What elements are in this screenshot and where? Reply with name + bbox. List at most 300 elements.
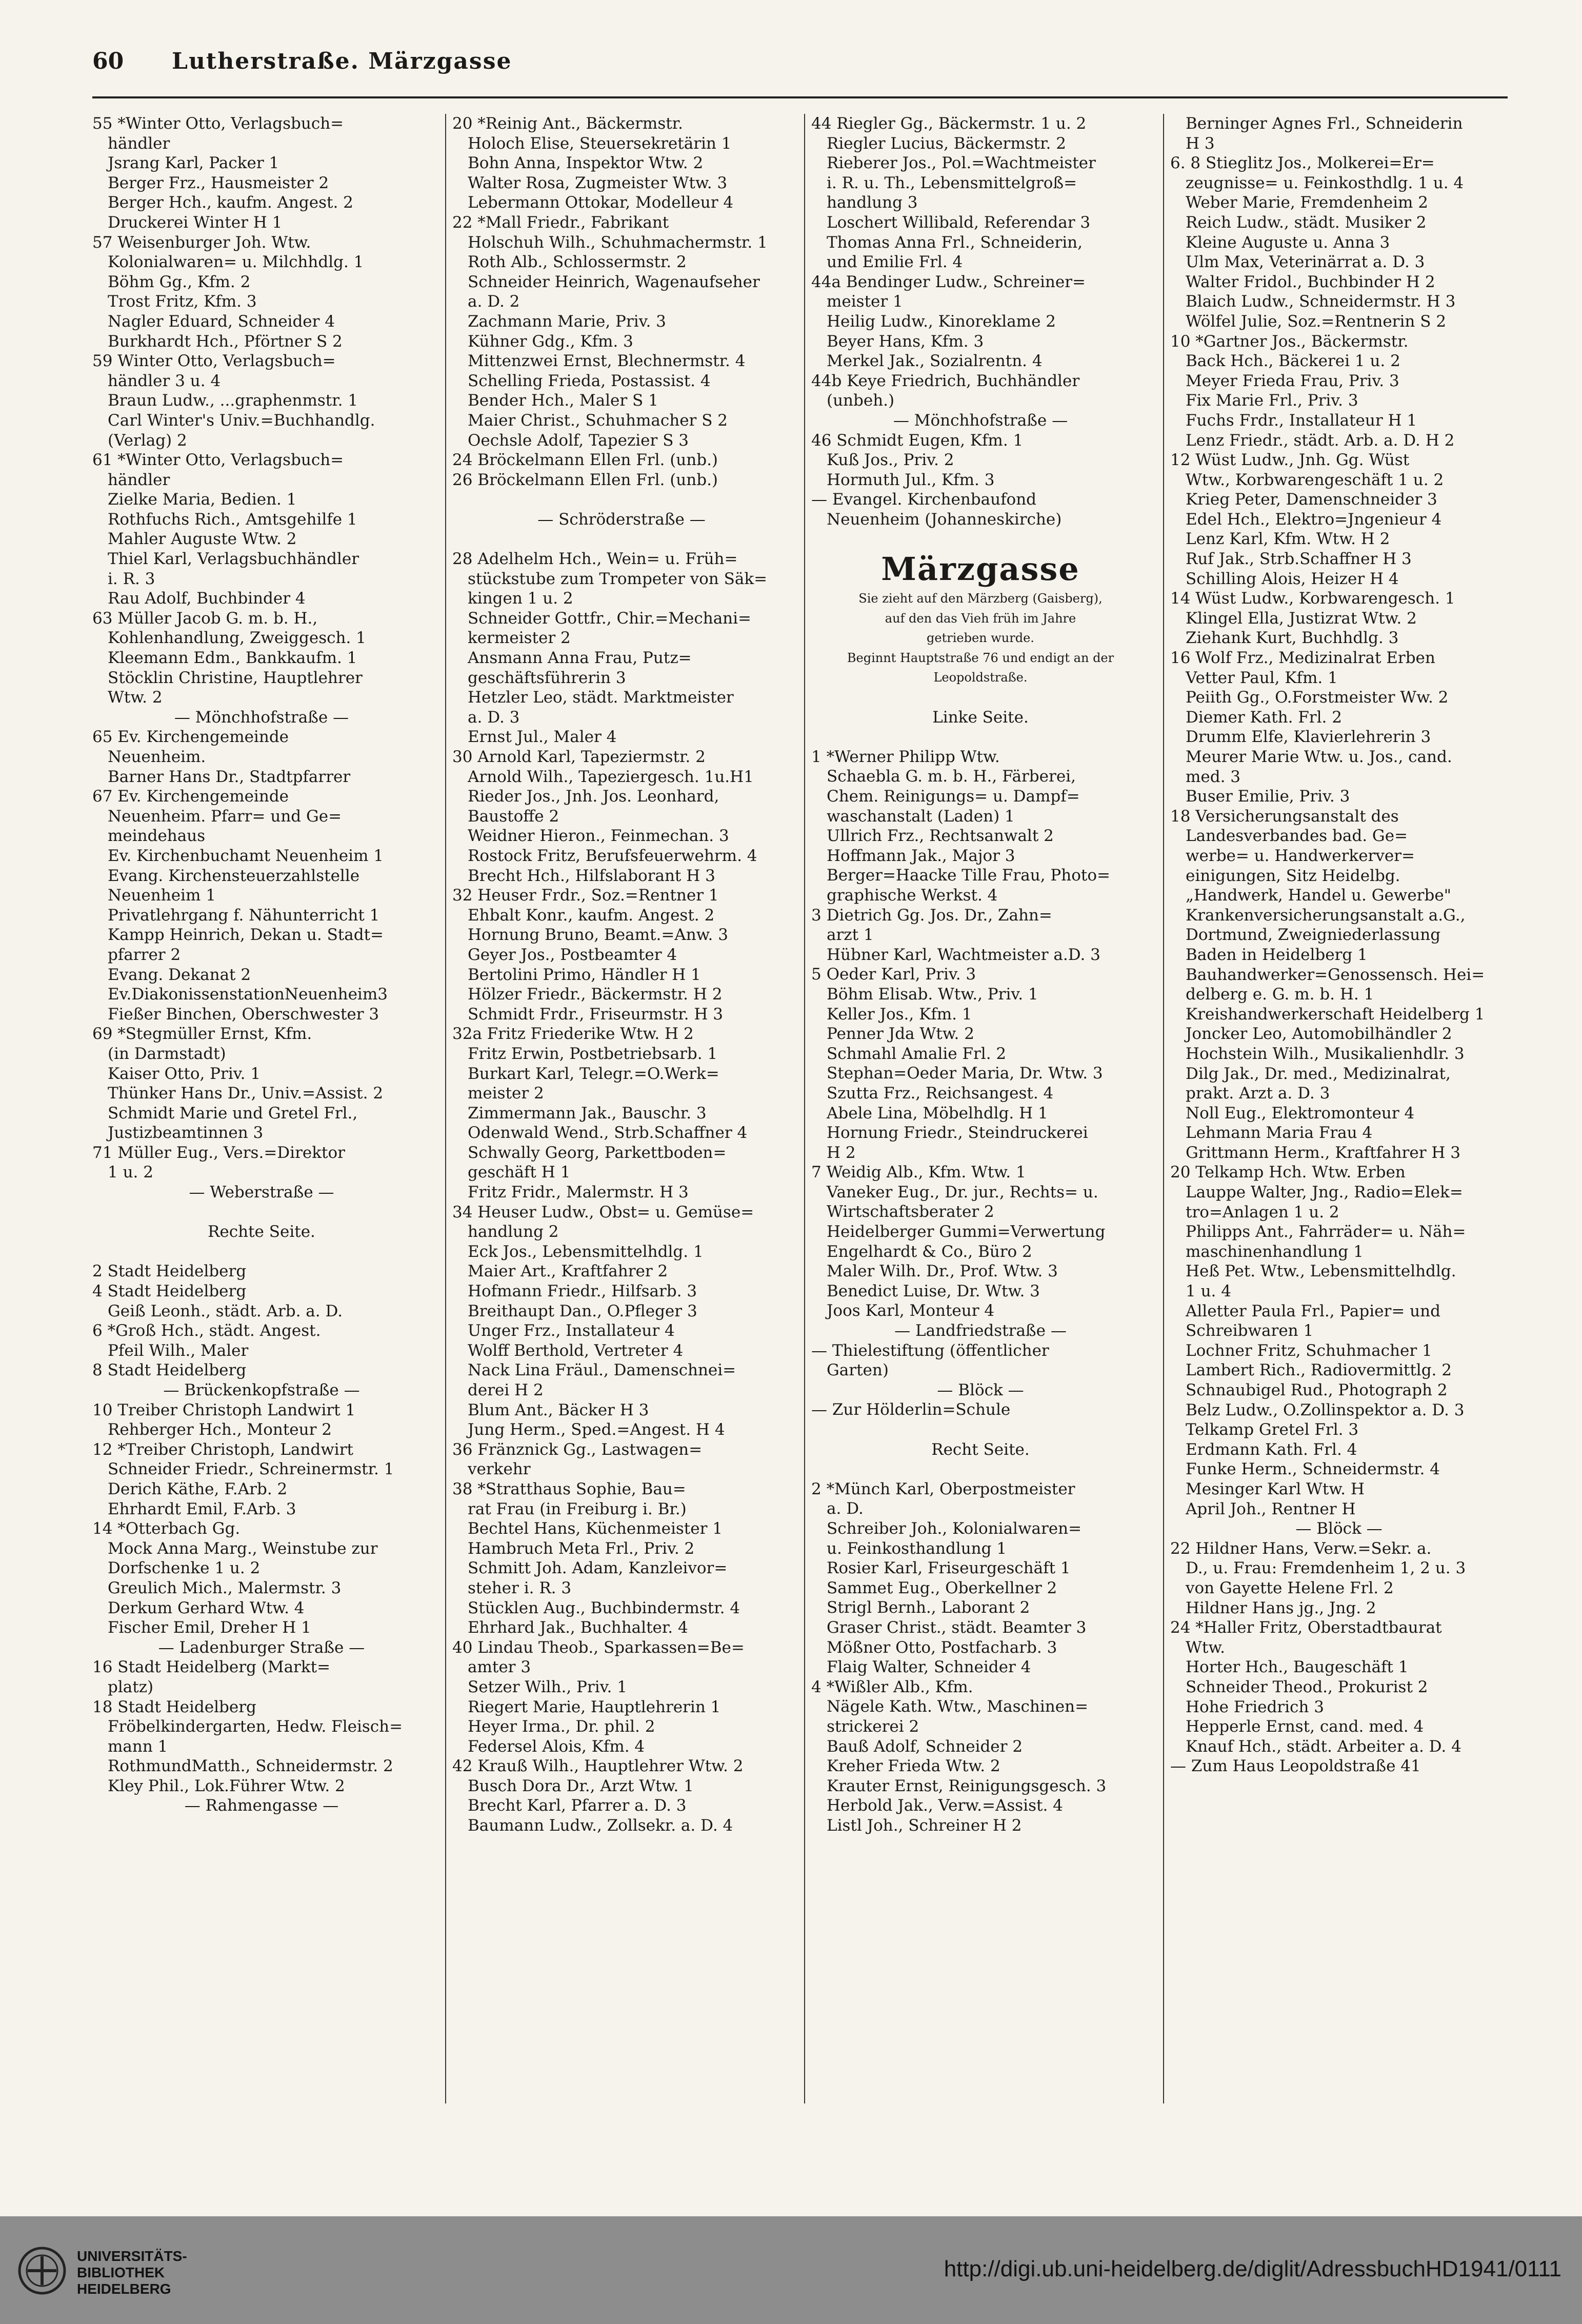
university-seal-icon <box>17 2246 67 2295</box>
directory-entry-line: Herbold Jak., Verw.=Assist. 4 <box>827 1796 1063 1815</box>
directory-entry-line: Ziehank Kurt, Buchhdlg. 3 <box>1186 629 1399 648</box>
directory-entry-line: — Evangel. Kirchenbaufond <box>811 490 1037 509</box>
directory-entry-line: Schilling Alois, Heizer H 4 <box>1186 569 1399 588</box>
directory-entry-line: Mock Anna Marg., Weinstube zur <box>108 1539 378 1558</box>
directory-entry-line: 14 *Otterbach Gg. <box>92 1519 241 1538</box>
directory-entry-line: Kohlenhandlung, Zweiggesch. 1 <box>108 629 366 648</box>
directory-entry-line: Lochner Fritz, Schuhmacher 1 <box>1186 1341 1432 1360</box>
directory-entry-line: Hornung Friedr., Steindruckerei <box>827 1124 1088 1143</box>
directory-entry-line: Ulm Max, Veterinärrat a. D. 3 <box>1186 253 1425 272</box>
directory-entry-line: Beyer Hans, Kfm. 3 <box>827 332 984 351</box>
directory-entry-line: Lambert Rich., Radiovermittlg. 2 <box>1186 1361 1452 1380</box>
directory-entry-line: Brecht Karl, Pfarrer a. D. 3 <box>468 1796 687 1815</box>
directory-entry-line: Kampp Heinrich, Dekan u. Stadt= <box>108 926 384 945</box>
directory-entry-line: Odenwald Wend., Strb.Schaffner 4 <box>468 1124 748 1143</box>
directory-entry-line: Alletter Paula Frl., Papier= und <box>1186 1301 1440 1320</box>
directory-entry-line: Hildner Hans jg., Jng. 2 <box>1186 1598 1376 1617</box>
column-separator <box>445 114 446 2103</box>
directory-entry-line: Joos Karl, Monteur 4 <box>827 1301 995 1320</box>
directory-entry-line: handlung 2 <box>468 1223 559 1241</box>
directory-entry-line: Jsrang Karl, Packer 1 <box>108 154 279 173</box>
directory-entry-line: 20 *Reinig Ant., Bäckermstr. <box>452 114 683 133</box>
directory-entry-line: derei H 2 <box>468 1381 544 1399</box>
directory-entry-line: Mößner Otto, Postfacharb. 3 <box>827 1638 1057 1657</box>
directory-entry-line: Bauhandwerker=Genossensch. Hei= <box>1186 965 1485 984</box>
directory-entry-line: Hambruch Meta Frl., Priv. 2 <box>468 1539 695 1558</box>
directory-entry-line: Penner Jda Wtw. 2 <box>827 1025 974 1044</box>
directory-entry-line: Dorfschenke 1 u. 2 <box>108 1559 261 1578</box>
directory-entry-line: Graser Christ., städt. Beamter 3 <box>827 1618 1087 1637</box>
directory-entry-line: 67 Ev. Kirchengemeinde <box>92 787 289 806</box>
directory-entry-line: Rau Adolf, Buchbinder 4 <box>108 589 306 608</box>
directory-entry-line: Mahler Auguste Wtw. 2 <box>108 530 297 549</box>
directory-entry-line: — Blöck — <box>937 1380 1024 1399</box>
directory-entry-line: Listl Joh., Schreiner H 2 <box>827 1816 1022 1835</box>
directory-entry-line: Recht Seite. <box>931 1440 1030 1459</box>
directory-entry-line: 18 Stadt Heidelberg <box>92 1697 256 1716</box>
directory-entry-line: 14 Wüst Ludw., Korbwarengesch. 1 <box>1170 589 1455 608</box>
directory-entry-line: 61 *Winter Otto, Verlagsbuch= <box>92 451 344 470</box>
directory-entry-line: Belz Ludw., O.Zollinspektor a. D. 3 <box>1186 1400 1465 1419</box>
directory-entry-line: — Thielestiftung (öffentlicher <box>811 1341 1049 1360</box>
directory-entry-line: Merkel Jak., Sozialrentn. 4 <box>827 352 1043 371</box>
directory-entry-line: Ehrhardt Emil, F.Arb. 3 <box>108 1499 296 1518</box>
directory-entry-line: und Emilie Frl. 4 <box>827 253 963 272</box>
directory-entry-line: von Gayette Helene Frl. 2 <box>1186 1578 1394 1597</box>
directory-entry-line: Kolonialwaren= u. Milchhdlg. 1 <box>108 253 364 272</box>
directory-entry-line: Philipps Ant., Fahrräder= u. Näh= <box>1186 1223 1466 1241</box>
directory-entry-line <box>811 1459 1150 1479</box>
directory-entry-line: Setzer Wilh., Priv. 1 <box>468 1677 627 1696</box>
directory-entry-line: Evang. Kirchensteuerzahlstelle <box>108 866 360 885</box>
directory-entry-line: 44a Bendinger Ludw., Schreiner= <box>811 272 1086 291</box>
directory-entry-line: Neuenheim. Pfarr= und Ge= <box>108 807 342 826</box>
directory-entry-line: Klingel Ella, Justizrat Wtw. 2 <box>1186 609 1417 628</box>
directory-entry-line: Horter Hch., Baugeschäft 1 <box>1186 1658 1409 1677</box>
directory-entry-line: Hornung Bruno, Beamt.=Anw. 3 <box>468 926 728 945</box>
directory-entry-line: Hübner Karl, Wachtmeister a.D. 3 <box>827 945 1100 964</box>
directory-entry-line: 63 Müller Jacob G. m. b. H., <box>92 609 318 628</box>
directory-entry-line: 5 Oeder Karl, Priv. 3 <box>811 965 976 984</box>
directory-entry-line: Busch Dora Dr., Arzt Wtw. 1 <box>468 1776 694 1795</box>
directory-entry-line: Rechte Seite. <box>208 1223 315 1241</box>
directory-entry-line: zeugnisse= u. Feinkosthdlg. 1 u. 4 <box>1186 173 1464 192</box>
directory-columns <box>92 114 1508 2103</box>
directory-entry-line: Carl Winter's Univ.=Buchhandlg. <box>108 411 375 430</box>
directory-entry-line: Ansmann Anna Frau, Putz= <box>468 649 692 668</box>
directory-entry-line: Schaebla G. m. b. H., Färberei, <box>827 767 1076 786</box>
directory-entry-line: Dilg Jak., Dr. med., Medizinalrat, <box>1186 1064 1451 1083</box>
directory-entry-line: 12 *Treiber Christoph, Landwirt <box>92 1440 353 1459</box>
directory-entry-line: Kleemann Edm., Bankkaufm. 1 <box>108 649 357 668</box>
directory-entry-line: Ehbalt Konr., kaufm. Angest. 2 <box>468 906 715 925</box>
directory-entry-line: arzt 1 <box>827 926 874 945</box>
directory-entry-line <box>452 529 791 549</box>
directory-entry-line: Schreibwaren 1 <box>1186 1321 1314 1340</box>
directory-entry-line: Nagler Eduard, Schneider 4 <box>108 312 335 331</box>
directory-entry-line: (Verlag) 2 <box>108 431 187 450</box>
directory-entry-line: geschäft H 1 <box>468 1163 571 1182</box>
directory-entry-line: Lenz Karl, Kfm. Wtw. H 2 <box>1186 530 1390 549</box>
directory-entry-line: 22 *Mall Friedr., Fabrikant <box>452 213 669 232</box>
directory-entry-line: Wölfel Julie, Soz.=Rentnerin S 2 <box>1186 312 1447 331</box>
directory-entry-line: 38 *Stratthaus Sophie, Bau= <box>452 1479 686 1498</box>
directory-entry-line: Berger=Haacke Tille Frau, Photo= <box>827 866 1110 885</box>
directory-entry-line: Weber Marie, Fremdenheim 2 <box>1186 193 1428 212</box>
directory-entry-line: Hepperle Ernst, cand. med. 4 <box>1186 1717 1424 1736</box>
directory-entry-line: Thünker Hans Dr., Univ.=Assist. 2 <box>108 1084 384 1103</box>
directory-entry-line: 16 Stadt Heidelberg (Markt= <box>92 1658 331 1677</box>
directory-entry-line: Peiith Gg., O.Forstmeister Ww. 2 <box>1186 688 1449 707</box>
directory-entry-line: — Mönchhofstraße — <box>893 411 1068 430</box>
directory-entry-line <box>452 490 791 510</box>
directory-entry-line: mann 1 <box>108 1737 168 1756</box>
directory-entry-line: 71 Müller Eug., Vers.=Direktor <box>92 1143 345 1162</box>
directory-entry-line: Beginnt Hauptstraße 76 und endigt an der <box>847 650 1114 665</box>
directory-entry-line: Schneider Friedr., Schreinermstr. 1 <box>108 1460 394 1479</box>
directory-entry-line: Fuchs Frdr., Installateur H 1 <box>1186 411 1417 430</box>
directory-entry-line: 12 Wüst Ludw., Jnh. Gg. Wüst <box>1170 451 1410 470</box>
directory-entry-line: meister 1 <box>827 292 903 311</box>
directory-entry-line: Stöcklin Christine, Hauptlehrer <box>108 668 363 687</box>
directory-entry-line: D., u. Frau: Fremdenheim 1, 2 u. 3 <box>1186 1559 1466 1578</box>
directory-entry-line: Schmidt Marie und Gretel Frl., <box>108 1104 358 1123</box>
directory-entry-line: Hetzler Leo, städt. Marktmeister <box>468 688 734 707</box>
directory-entry-line: Wtw., Korbwarengeschäft 1 u. 2 <box>1186 470 1444 489</box>
directory-entry-line: Lehmann Maria Frau 4 <box>1186 1124 1373 1143</box>
directory-entry-line: prakt. Arzt a. D. 3 <box>1186 1084 1330 1103</box>
directory-entry-line: Derkum Gerhard Wtw. 4 <box>108 1598 305 1617</box>
directory-entry-line: Riegler Lucius, Bäckermstr. 2 <box>827 134 1066 153</box>
directory-entry-line: Stephan=Oeder Maria, Dr. Wtw. 3 <box>827 1064 1103 1083</box>
directory-entry-line: Keller Jos., Kfm. 1 <box>827 1005 972 1024</box>
directory-entry-line: April Joh., Rentner H <box>1186 1499 1356 1518</box>
directory-entry-line: Stücklen Aug., Buchbindermstr. 4 <box>468 1598 740 1617</box>
directory-entry-line: — Rahmengasse — <box>184 1796 339 1815</box>
directory-entry-line: Hochstein Wilh., Musikalienhdlr. 3 <box>1186 1044 1465 1063</box>
directory-entry-line: Rosier Karl, Friseurgeschäft 1 <box>827 1559 1071 1578</box>
directory-entry-line: Loschert Willibald, Referendar 3 <box>827 213 1091 232</box>
directory-entry-line: Federsel Alois, Kfm. 4 <box>468 1737 645 1756</box>
directory-entry-line: Unger Frz., Installateur 4 <box>468 1321 675 1340</box>
directory-entry-line: a. D. 2 <box>468 292 520 311</box>
directory-entry-line: Lebermann Ottokar, Modelleur 4 <box>468 193 734 212</box>
directory-entry-line: Wtw. <box>1186 1638 1226 1657</box>
directory-entry-line: 1 *Werner Philipp Wtw. <box>811 747 1000 766</box>
directory-entry-line: 24 *Haller Fritz, Oberstadtbaurat <box>1170 1618 1442 1637</box>
directory-entry-line: 34 Heuser Ludw., Obst= u. Gemüse= <box>452 1203 754 1221</box>
directory-entry-line: Greulich Mich., Malermstr. 3 <box>108 1578 342 1597</box>
source-link[interactable]: http://digi.ub.uni-heidelberg.de/diglit/AdressbuchHD1941/0111 <box>944 2256 1561 2281</box>
directory-entry-line: 3 Dietrich Gg. Jos. Dr., Zahn= <box>811 906 1052 925</box>
directory-entry-line: Neuenheim (Johanneskirche) <box>827 510 1062 529</box>
directory-entry-line: Brecht Hch., Hilfslaborant H 3 <box>468 866 715 885</box>
directory-entry-line: 42 Krauß Wilh., Hauptlehrer Wtw. 2 <box>452 1757 744 1776</box>
directory-entry-line: Barner Hans Dr., Stadtpfarrer <box>108 767 351 786</box>
directory-entry-line: Schneider Gottfr., Chir.=Mechani= <box>468 609 752 628</box>
directory-entry-line: Knauf Hch., städt. Arbeiter a. D. 4 <box>1186 1737 1461 1756</box>
directory-entry-line: Neuenheim. <box>108 748 206 766</box>
directory-entry-line: Kreishandwerkerschaft Heidelberg 1 <box>1186 1005 1485 1024</box>
directory-entry-line: 69 *Stegmüller Ernst, Kfm. <box>92 1025 312 1044</box>
directory-entry-line: Heilig Ludw., Kinoreklame 2 <box>827 312 1056 331</box>
directory-entry-line: Meyer Frieda Frau, Priv. 3 <box>1186 371 1399 390</box>
directory-entry-line: Flaig Walter, Schneider 4 <box>827 1658 1031 1677</box>
directory-entry-line: Leopoldstraße. <box>933 670 1028 685</box>
directory-entry-line: Kühner Gdg., Kfm. 3 <box>468 332 633 351</box>
directory-entry-line: Justizbeamtinnen 3 <box>108 1124 264 1143</box>
directory-entry-line: steher i. R. 3 <box>468 1578 572 1597</box>
directory-entry-line: Ernst Jul., Maler 4 <box>468 728 617 747</box>
directory-entry-line <box>811 688 1150 708</box>
directory-entry-line: Ruf Jak., Strb.Schaffner H 3 <box>1186 550 1412 569</box>
directory-entry-line: Evang. Dekanat 2 <box>108 965 251 984</box>
directory-entry-line: Pfeil Wilh., Maler <box>108 1341 249 1360</box>
directory-entry-line: Riegert Marie, Hauptlehrerin 1 <box>468 1697 721 1716</box>
directory-entry-line: H 3 <box>1186 134 1215 153</box>
directory-entry-line: Reich Ludw., städt. Musiker 2 <box>1186 213 1427 232</box>
directory-entry-line: Derich Käthe, F.Arb. 2 <box>108 1479 288 1498</box>
directory-entry-line: 20 Telkamp Hch. Wtw. Erben <box>1170 1163 1406 1182</box>
directory-entry-line: 32a Fritz Friederike Wtw. H 2 <box>452 1025 694 1044</box>
directory-entry-line: Mesinger Karl Wtw. H <box>1186 1479 1365 1498</box>
directory-entry-line: Nägele Kath. Wtw., Maschinen= <box>827 1697 1089 1716</box>
directory-entry-line: a. D. <box>827 1499 864 1518</box>
directory-entry-line: Privatlehrgang f. Nähunterricht 1 <box>108 906 380 925</box>
directory-entry-line: Rothfuchs Rich., Amtsgehilfe 1 <box>108 510 357 529</box>
directory-entry-line: 4 Stadt Heidelberg <box>92 1282 247 1301</box>
directory-entry-line: Bertolini Primo, Händler H 1 <box>468 965 701 984</box>
directory-entry-line: Rehberger Hch., Monteur 2 <box>108 1420 332 1439</box>
directory-entry-line: delberg e. G. m. b. H. 1 <box>1186 985 1374 1004</box>
directory-entry-line: 4 *Wißler Alb., Kfm. <box>811 1677 973 1696</box>
directory-entry-line: Schwally Georg, Parkettboden= <box>468 1143 727 1162</box>
directory-entry-line <box>92 1242 431 1262</box>
directory-entry-line: RothmundMatth., Schneidermstr. 2 <box>108 1757 393 1776</box>
directory-entry-line: Holschuh Wilh., Schuhmachermstr. 1 <box>468 233 768 252</box>
directory-entry-line: Ev. Kirchenbuchamt Neuenheim 1 <box>108 846 384 865</box>
directory-entry-line: Heyer Irma., Dr. phil. 2 <box>468 1717 655 1736</box>
directory-entry-line: Maier Art., Kraftfahrer 2 <box>468 1262 668 1281</box>
directory-entry-line: 10 Treiber Christoph Landwirt 1 <box>92 1400 356 1419</box>
column-1 <box>92 114 431 2103</box>
directory-entry-line: strickerei 2 <box>827 1717 919 1736</box>
directory-entry-line: Hohe Friedrich 3 <box>1186 1697 1324 1716</box>
directory-entry-line: Nack Lina Fräul., Damenschnei= <box>468 1361 736 1380</box>
directory-entry-line: Drumm Elfe, Klavierlehrerin 3 <box>1186 728 1431 747</box>
directory-entry-line: Fischer Emil, Dreher H 1 <box>108 1618 311 1637</box>
directory-entry-line: i. R. 3 <box>108 569 155 588</box>
directory-entry-line: Garten) <box>827 1361 889 1380</box>
directory-entry-line: graphische Werkst. 4 <box>827 886 998 905</box>
directory-entry-line: tro=Anlagen 1 u. 2 <box>1186 1203 1339 1221</box>
directory-entry-line: Ehrhard Jak., Buchhalter. 4 <box>468 1618 688 1637</box>
directory-entry-line: Schreiber Joh., Kolonialwaren= <box>827 1519 1082 1538</box>
directory-entry-line: Geiß Leonh., städt. Arb. a. D. <box>108 1301 343 1320</box>
directory-entry-line: — Zur Hölderlin=Schule <box>811 1400 1011 1419</box>
page-header <box>92 43 1508 84</box>
page-title: Lutherstraße. Märzgasse <box>172 48 512 74</box>
directory-entry-line: Fießer Binchen, Oberschwester 3 <box>108 1005 379 1024</box>
directory-entry-line: Diemer Kath. Frl. 2 <box>1186 708 1342 727</box>
directory-entry-line: Roth Alb., Schlossermstr. 2 <box>468 253 687 272</box>
directory-entry-line: Meurer Marie Wtw. u. Jos., cand. <box>1186 748 1452 766</box>
directory-entry-line: 8 Stadt Heidelberg <box>92 1361 247 1380</box>
directory-entry-line: Noll Eug., Elektromonteur 4 <box>1186 1104 1415 1123</box>
directory-entry-line: i. R. u. Th., Lebensmittelgroß= <box>827 173 1077 192</box>
page-number: 60 <box>92 48 124 74</box>
institution-line: BIBLIOTHEK <box>77 2265 165 2280</box>
directory-entry-line: Funke Herm., Schneidermstr. 4 <box>1186 1460 1440 1479</box>
directory-entry-line: Abele Lina, Möbelhdlg. H 1 <box>827 1104 1048 1123</box>
directory-entry-line: u. Feinkosthandlung 1 <box>827 1539 1007 1558</box>
directory-entry-line: 32 Heuser Frdr., Soz.=Rentner 1 <box>452 886 719 905</box>
directory-entry-line: 24 Bröckelmann Ellen Frl. (unb.) <box>452 451 718 470</box>
directory-entry-line: handlung 3 <box>827 193 918 212</box>
directory-entry-line: Breithaupt Dan., O.Pfleger 3 <box>468 1301 697 1320</box>
directory-entry-line: Neuenheim 1 <box>108 886 216 905</box>
directory-entry-line: Linke Seite. <box>932 708 1029 727</box>
directory-entry-line: 46 Schmidt Eugen, Kfm. 1 <box>811 431 1024 450</box>
directory-entry-line: Back Hch., Bäckerei 1 u. 2 <box>1186 352 1400 371</box>
directory-entry-line: 2 *Münch Karl, Oberpostmeister <box>811 1479 1075 1498</box>
institution-name <box>77 2248 187 2297</box>
directory-entry-line: Strigl Bernh., Laborant 2 <box>827 1598 1030 1617</box>
directory-entry-line: 28 Adelhelm Hch., Wein= u. Früh= <box>452 550 738 569</box>
directory-entry-line: geschäftsführerin 3 <box>468 668 626 687</box>
footer-bar <box>0 2216 1582 2324</box>
directory-entry-line: Thiel Karl, Verlagsbuchhändler <box>108 550 359 569</box>
directory-entry-line: Hormuth Jul., Kfm. 3 <box>827 470 995 489</box>
directory-entry-line: Schmitt Joh. Adam, Kanzleivor= <box>468 1559 728 1578</box>
directory-entry-line: Krauter Ernst, Reinigungsgesch. 3 <box>827 1776 1107 1795</box>
directory-entry-line: 1 u. 4 <box>1186 1282 1231 1301</box>
directory-entry-line: — Brückenkopfstraße — <box>163 1381 360 1399</box>
directory-entry-line: 57 Weisenburger Joh. Wtw. <box>92 233 311 252</box>
directory-entry-line <box>811 529 1150 549</box>
directory-entry-line: 2 Stadt Heidelberg <box>92 1262 247 1281</box>
directory-entry-line: Böhm Gg., Kfm. 2 <box>108 272 251 291</box>
directory-entry-line: Ullrich Frz., Rechtsanwalt 2 <box>827 827 1054 846</box>
directory-entry-line: Blaich Ludw., Schneidermstr. H 3 <box>1186 292 1456 311</box>
directory-entry-line: Bohn Anna, Inspektor Wtw. 2 <box>468 154 704 173</box>
directory-entry-line: pfarrer 2 <box>108 945 181 964</box>
directory-entry-line: Druckerei Winter H 1 <box>108 213 283 232</box>
directory-entry-line: 44 Riegler Gg., Bäckermstr. 1 u. 2 <box>811 114 1087 133</box>
directory-entry-line: Schneider Heinrich, Wagenaufseher <box>468 272 760 291</box>
directory-entry-line: Heidelberger Gummi=Verwertung <box>827 1223 1106 1241</box>
directory-entry-line: platz) <box>108 1677 154 1696</box>
directory-entry-line <box>811 727 1150 747</box>
directory-entry-line: Arnold Wilh., Tapeziergesch. 1u.H1 <box>468 767 754 786</box>
directory-entry-line: Wolff Berthold, Vertreter 4 <box>468 1341 684 1360</box>
directory-entry-line: Jung Herm., Sped.=Angest. H 4 <box>468 1420 725 1439</box>
directory-entry-line: Holoch Elise, Steuersekretärin 1 <box>468 134 732 153</box>
directory-entry-line: meister 2 <box>468 1084 544 1103</box>
directory-entry-line: 40 Lindau Theob., Sparkassen=Be= <box>452 1638 745 1657</box>
directory-entry-line: stückstube zum Trompeter von Säk= <box>468 569 768 588</box>
directory-entry-line: a. D. 3 <box>468 708 520 727</box>
directory-entry-line: Landesverbandes bad. Ge= <box>1186 827 1408 846</box>
directory-entry-line: Hofmann Friedr., Hilfsarb. 3 <box>468 1282 697 1301</box>
directory-entry-line: Edel Hch., Elektro=Jngenieur 4 <box>1186 510 1442 529</box>
column-3 <box>811 114 1150 2103</box>
column-4 <box>1170 114 1508 2103</box>
directory-entry-line: Vetter Paul, Kfm. 1 <box>1186 668 1338 687</box>
directory-entry-line: Geyer Jos., Postbeamter 4 <box>468 945 677 964</box>
directory-entry-line: händler <box>108 470 170 489</box>
directory-entry-line: Hoffmann Jak., Major 3 <box>827 846 1015 865</box>
institution-line: HEIDELBERG <box>77 2281 171 2297</box>
directory-entry-line: Erdmann Kath. Frl. 4 <box>1186 1440 1357 1459</box>
directory-entry-line: Walter Fridol., Buchbinder H 2 <box>1186 272 1435 291</box>
directory-entry-line <box>811 1420 1150 1440</box>
directory-entry-line: Fritz Fridr., Malermstr. H 3 <box>468 1183 689 1202</box>
directory-entry-line: 18 Versicherungsanstalt des <box>1170 807 1399 826</box>
directory-entry-line: Vaneker Eug., Dr. jur., Rechts= u. <box>827 1183 1098 1201</box>
directory-entry-line: Zielke Maria, Bedien. 1 <box>108 490 297 509</box>
directory-entry-line: 1 u. 2 <box>108 1163 153 1182</box>
directory-entry-line: Telkamp Gretel Frl. 3 <box>1186 1420 1359 1439</box>
directory-entry-line: 26 Bröckelmann Ellen Frl. (unb.) <box>452 470 718 489</box>
directory-entry-line: amter 3 <box>468 1658 531 1677</box>
directory-entry-line: Böhm Elisab. Wtw., Priv. 1 <box>827 985 1038 1004</box>
directory-entry-line: Baumann Ludw., Zollsekr. a. D. 4 <box>468 1816 733 1835</box>
directory-entry-line: Mittenzwei Ernst, Blechnermstr. 4 <box>468 352 746 371</box>
directory-entry-line: kermeister 2 <box>468 629 571 648</box>
directory-entry-line: Rostock Fritz, Berufsfeuerwehrm. 4 <box>468 846 757 865</box>
directory-entry-line: Sammet Eug., Oberkellner 2 <box>827 1578 1057 1597</box>
column-2 <box>452 114 791 2103</box>
directory-entry-line: auf den das Vieh früh im Jahre <box>885 611 1076 626</box>
directory-entry-line: Grittmann Herm., Kraftfahrer H 3 <box>1186 1143 1460 1162</box>
directory-entry-line: Berger Frz., Hausmeister 2 <box>108 173 329 192</box>
directory-entry-line: Thomas Anna Frl., Schneiderin, <box>827 233 1083 252</box>
directory-entry-line: getrieben wurde. <box>927 631 1034 646</box>
directory-entry-line: Fröbelkindergarten, Hedw. Fleisch= <box>108 1717 403 1736</box>
directory-entry-line: rat Frau (in Freiburg i. Br.) <box>468 1499 687 1518</box>
directory-entry-line: 55 *Winter Otto, Verlagsbuch= <box>92 114 344 133</box>
directory-entry-line: 59 Winter Otto, Verlagsbuch= <box>92 352 336 371</box>
directory-entry-line: Krieg Peter, Damenschneider 3 <box>1186 490 1437 509</box>
directory-entry-line: Burkart Karl, Telegr.=O.Werk= <box>468 1064 719 1083</box>
column-separator <box>804 114 805 2103</box>
directory-entry-line: Fritz Erwin, Postbetriebsarb. 1 <box>468 1044 718 1063</box>
directory-entry-line: Schnaubigel Rud., Photograph 2 <box>1186 1381 1448 1399</box>
directory-entry-line: Schmahl Amalie Frl. 2 <box>827 1044 1007 1063</box>
directory-entry-line: Dortmund, Zweigniederlassung <box>1186 926 1441 945</box>
directory-entry-line: — Landfriedstraße — <box>894 1321 1067 1340</box>
directory-entry-line: Berger Hch., kaufm. Angest. 2 <box>108 193 353 212</box>
directory-entry-line: 6. 8 Stieglitz Jos., Molkerei=Er= <box>1170 154 1435 173</box>
directory-entry-line: Märzgasse <box>881 550 1080 588</box>
directory-entry-line: Zimmermann Jak., Bauschr. 3 <box>468 1104 707 1123</box>
directory-entry-line: Sie zieht auf den Märzberg (Gaisberg), <box>858 591 1103 606</box>
directory-entry-line: 30 Arnold Karl, Tapeziermstr. 2 <box>452 748 706 766</box>
directory-entry-line: Chem. Reinigungs= u. Dampf= <box>827 787 1080 806</box>
directory-entry-line: Fix Marie Frl., Priv. 3 <box>1186 391 1358 410</box>
directory-entry-line: Schmidt Frdr., Friseurmstr. H 3 <box>468 1005 723 1024</box>
directory-entry-line: — Schröderstraße — <box>537 510 706 529</box>
directory-entry-line: 65 Ev. Kirchengemeinde <box>92 728 289 747</box>
directory-entry-line: H 2 <box>827 1143 856 1162</box>
directory-entry-line: Trost Fritz, Kfm. 3 <box>108 292 257 311</box>
header-rule <box>92 96 1508 98</box>
directory-entry-line: Kreher Frieda Wtw. 2 <box>827 1757 1000 1776</box>
directory-entry-line: Ev.DiakonissenstationNeuenheim3 <box>108 985 388 1004</box>
directory-entry-line: Weidner Hieron., Feinmechan. 3 <box>468 827 729 846</box>
directory-entry-line: Zachmann Marie, Priv. 3 <box>468 312 666 331</box>
